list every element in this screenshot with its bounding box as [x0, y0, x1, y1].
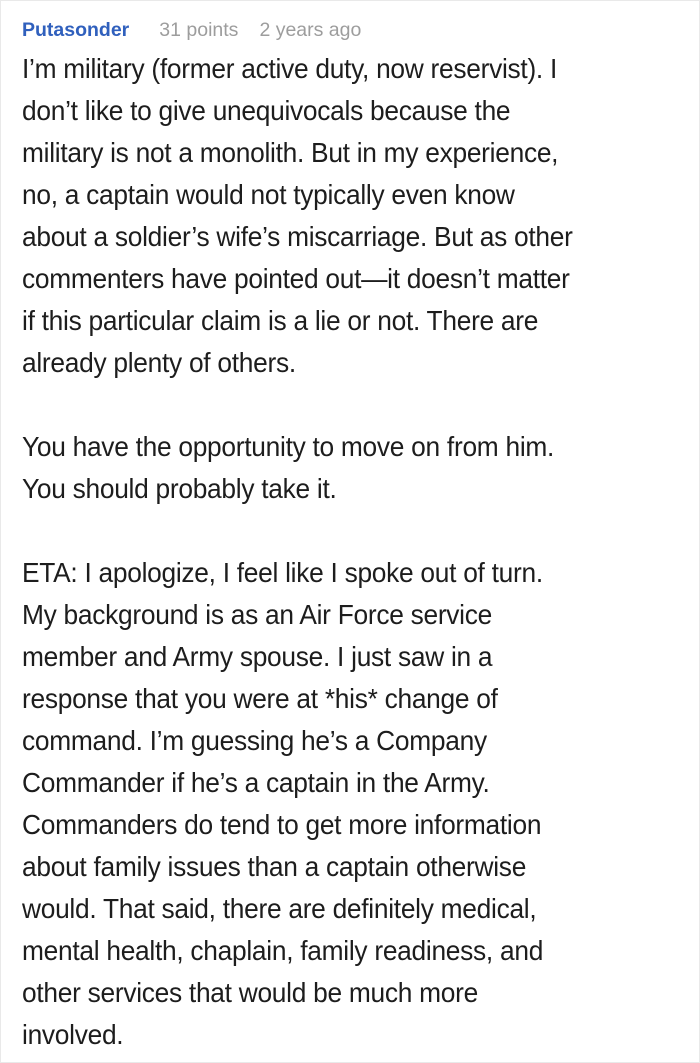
- comment-line: about a soldier’s wife’s miscarriage. But as other: [22, 221, 573, 252]
- comment-paragraph: [22, 48, 678, 384]
- comment-line: about family issues than a captain otherwise: [22, 851, 527, 882]
- comment-line: involved.: [22, 1019, 124, 1050]
- comment-line: if this particular claim is a lie or not. There are: [22, 305, 539, 336]
- comment-line: mental health, chaplain, family readiness, and: [22, 935, 544, 966]
- comment-line: Commander if he’s a captain in the Army.: [22, 767, 490, 798]
- comment-line: member and Army spouse. I just saw in a: [22, 641, 493, 672]
- comment-line: commenters have pointed out—it doesn’t matter: [22, 263, 570, 294]
- comment-line: military is not a monolith. But in my experience,: [22, 137, 559, 168]
- comment-header: [1, 1, 699, 42]
- comment-line: command. I’m guessing he’s a Company: [22, 725, 487, 756]
- comment-line: You have the opportunity to move on from him.: [22, 431, 555, 462]
- comment-line: My background is as an Air Force service: [22, 599, 492, 630]
- comment-timestamp: 2 years ago: [259, 19, 362, 41]
- comment-line: You should probably take it.: [22, 473, 337, 504]
- comment-line: Commanders do tend to get more information: [22, 809, 542, 840]
- comment-line: ETA: I apologize, I feel like I spoke out of turn.: [22, 557, 543, 588]
- comment-author-link[interactable]: Putasonder: [22, 19, 130, 41]
- comment-line: other services that would be much more: [22, 977, 478, 1008]
- comment-line: would. That said, there are definitely medical,: [22, 893, 537, 924]
- comment-line: already plenty of others.: [22, 347, 296, 378]
- comment-paragraph: [22, 426, 678, 510]
- comment-paragraph: [22, 552, 678, 1056]
- comment-points: 31 points: [159, 19, 239, 41]
- comment-line: don’t like to give unequivocals because the: [22, 95, 511, 126]
- comment-line: response that you were at *his* change of: [22, 683, 498, 714]
- comment-line: no, a captain would not typically even know: [22, 179, 515, 210]
- comment-line: I’m military (former active duty, now reservist). I: [22, 53, 558, 84]
- comment-body: [1, 48, 699, 1056]
